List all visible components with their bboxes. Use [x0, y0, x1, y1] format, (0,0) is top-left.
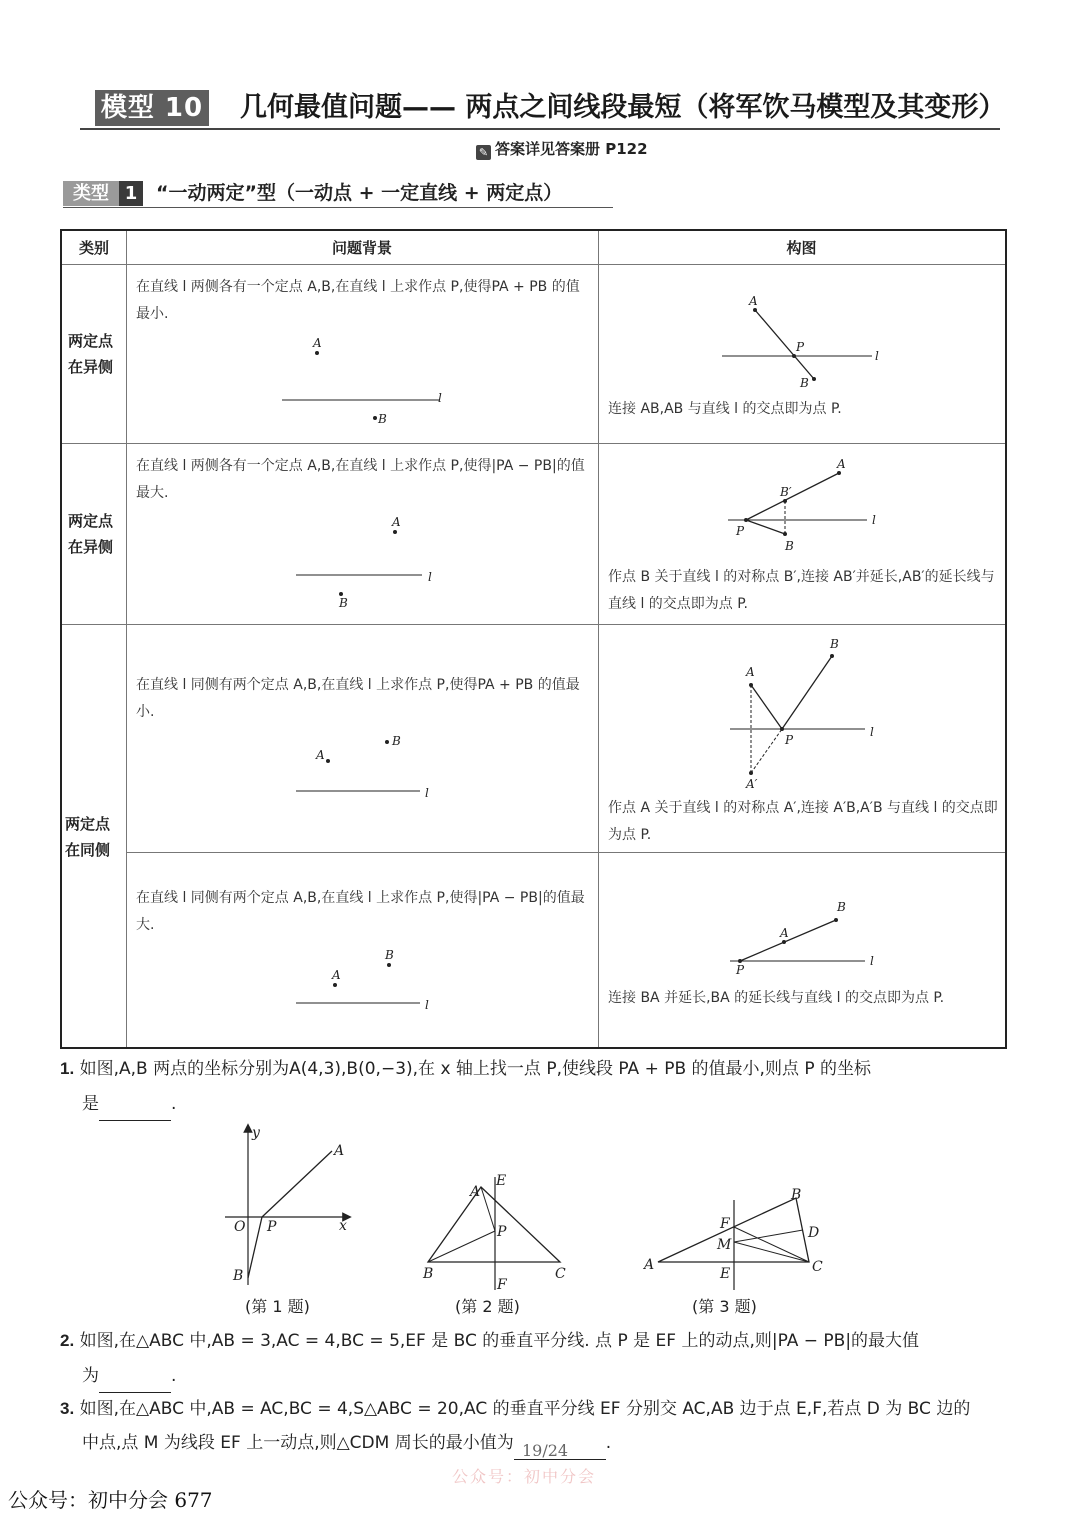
- model-badge: 模型 10: [95, 90, 209, 126]
- problem-figure-2: [282, 511, 502, 611]
- figure-1: [215, 1120, 365, 1295]
- point-p: [780, 727, 784, 731]
- label-b: B: [791, 1187, 802, 1203]
- answer-blank[interactable]: [99, 1100, 171, 1121]
- label-e: E: [496, 1173, 507, 1189]
- label-a: A: [746, 665, 755, 679]
- point-b: [373, 416, 377, 420]
- segment-ap: [751, 685, 782, 729]
- label-d: D: [808, 1225, 820, 1241]
- problem-figure-4: [282, 941, 502, 1021]
- question-1-blank-line: [82, 1087, 176, 1121]
- question-text: .: [605, 1433, 612, 1453]
- watermark-center: 公众号：初中分会: [452, 1467, 597, 1486]
- category-label: 两定点在异侧: [68, 512, 114, 556]
- label-a: A: [644, 1257, 655, 1273]
- point-b: [812, 377, 816, 381]
- label-p: P: [796, 340, 805, 354]
- label-b: B: [423, 1266, 434, 1282]
- label-a: A: [780, 926, 789, 940]
- problem-figure-1: [262, 331, 522, 441]
- label-b: B: [785, 539, 794, 553]
- point-b: [783, 532, 787, 536]
- label-b: B: [378, 412, 387, 426]
- table-divider: [62, 443, 1005, 444]
- label-p: P: [736, 963, 745, 977]
- label-p: P: [497, 1224, 507, 1240]
- question-text: .: [171, 1094, 177, 1114]
- label-p: P: [267, 1219, 277, 1235]
- segment-pa: [262, 1151, 332, 1217]
- title-rule: [80, 128, 1000, 130]
- label-a: A: [837, 457, 846, 471]
- table-header-category: 类别: [78, 239, 109, 257]
- question-text: 为: [82, 1366, 99, 1386]
- question-number: 1.: [60, 1059, 75, 1078]
- type-badge-number: 1: [119, 181, 143, 206]
- label-b: B: [392, 734, 401, 748]
- point-a: [393, 530, 397, 534]
- table-divider: [126, 231, 127, 1047]
- label-b: B: [385, 948, 394, 962]
- segment-pb: [782, 656, 832, 729]
- question-number: 3.: [60, 1399, 75, 1418]
- point-a: [837, 471, 841, 475]
- answer-blank[interactable]: [99, 1372, 171, 1393]
- label-e: E: [720, 1266, 731, 1282]
- label-b: B: [830, 637, 839, 651]
- label-l: l: [425, 786, 429, 800]
- point-a: [782, 940, 786, 944]
- question-text: 如图,在△ABC 中,AB = 3,AC = 4,BC = 5,EF 是 BC 的垂直平分线. 点 P 是 EF 上的动点,则|PA − PB|的最大值: [79, 1331, 920, 1351]
- label-l: l: [425, 998, 429, 1012]
- label-f: F: [497, 1277, 507, 1293]
- watermark-left: 公众号：初中分会 677: [8, 1488, 213, 1512]
- question-3: [60, 1392, 1010, 1426]
- question-2: [60, 1324, 1010, 1358]
- label-l: l: [428, 570, 432, 584]
- problem-background-3: 在直线 l 同侧有两个定点 A,B,在直线 l 上求作点 P,使得PA + PB 的值最小.: [136, 677, 580, 720]
- label-l: l: [875, 349, 879, 363]
- label-m: M: [717, 1237, 732, 1253]
- figure-2-caption: (第 2 题): [455, 1297, 520, 1316]
- segment-ab: [755, 310, 814, 379]
- segment-pb: [746, 520, 785, 534]
- model-title: 几何最值问题—— 两点之间线段最短（将军饮马模型及其变形）: [240, 92, 1006, 123]
- label-a: A: [316, 748, 325, 762]
- label-b: B: [339, 596, 348, 610]
- segment-pb: [428, 1231, 495, 1262]
- problem-background-2: 在直线 l 两侧各有一个定点 A,B,在直线 l 上求作点 P,使得|PA − PB|的值最大.: [136, 458, 585, 501]
- label-l: l: [870, 954, 874, 968]
- answer-reference-text: 答案详见答案册 P122: [495, 140, 648, 158]
- problem-background-4: 在直线 l 同侧有两个定点 A,B,在直线 l 上求作点 P,使得|PA − PB|的值最大.: [136, 890, 585, 933]
- point-b: [385, 740, 389, 744]
- question-2-blank-line: [82, 1359, 176, 1393]
- figure-3: [640, 1180, 830, 1295]
- question-text: 如图,在△ABC 中,AB = AC,BC = 4,S△ABC = 20,AC 的垂直平分线 EF 分别交 AC,AB 边于点 E,F,若点 D 为 BC 边的: [79, 1399, 971, 1419]
- point-b-prime: [783, 499, 787, 503]
- construction-text-2: 作点 B 关于直线 l 的对称点 B′,连接 AB′并延长,AB′的延长线与直线 l 的交点即为点 P.: [608, 569, 995, 612]
- point-a: [749, 683, 753, 687]
- construction-figure-1: [712, 291, 992, 391]
- segment-pb: [248, 1217, 262, 1278]
- label-y: y: [252, 1125, 260, 1141]
- label-a: A: [313, 336, 322, 350]
- point-a: [753, 308, 757, 312]
- point-a: [333, 983, 337, 987]
- label-l: l: [872, 513, 876, 527]
- label-o: O: [234, 1219, 246, 1235]
- table-header-background: 问题背景: [331, 239, 392, 257]
- point-a: [326, 759, 330, 763]
- problem-figure-3: [282, 726, 502, 806]
- label-p: P: [785, 733, 794, 747]
- figure-2: [415, 1165, 580, 1295]
- page-number: 19/24: [522, 1441, 569, 1460]
- point-p: [792, 354, 796, 358]
- question-number: 2.: [60, 1331, 75, 1350]
- triangle-abc: [428, 1187, 560, 1262]
- label-a-prime: A′: [746, 777, 758, 791]
- question-1: [60, 1052, 1010, 1086]
- table-divider: [126, 852, 1005, 853]
- figure-3-caption: (第 3 题): [692, 1297, 757, 1316]
- table-divider: [598, 231, 599, 1047]
- label-a: A: [332, 968, 341, 982]
- table-header-construction: 构图: [786, 239, 817, 257]
- segment-a-prime-p: [751, 729, 782, 773]
- type-badge-label: 类型: [63, 181, 119, 206]
- question-text: 是: [82, 1094, 99, 1114]
- problem-background-1: 在直线 l 两侧各有一个定点 A,B,在直线 l 上求作点 P,使得PA + PB 的值最小.: [136, 279, 580, 322]
- point-b: [830, 654, 834, 658]
- construction-text-3: 作点 A 关于直线 l 的对称点 A′,连接 A′B,A′B 与直线 l 的交点即为点 P.: [608, 800, 998, 843]
- label-a: A: [334, 1143, 345, 1159]
- construction-figure-3: [712, 636, 992, 796]
- label-b: B: [800, 376, 809, 390]
- answer-reference: [476, 139, 648, 160]
- question-text: 中点,点 M 为线段 EF 上一动点,则△CDM 周长的最小值为: [82, 1433, 514, 1453]
- label-c: C: [555, 1266, 566, 1282]
- construction-figure-2: [712, 456, 992, 566]
- label-p: P: [736, 524, 745, 538]
- label-f: F: [720, 1216, 730, 1232]
- label-x: x: [339, 1218, 347, 1234]
- label-a: A: [470, 1184, 481, 1200]
- label-c: C: [812, 1259, 823, 1275]
- type-title: “一动两定”型（一动点 + 一定直线 + 两定点）: [156, 182, 563, 204]
- segment-pa: [746, 473, 839, 520]
- category-label: 两定点在异侧: [68, 332, 114, 376]
- construction-text-1: 连接 AB,AB 与直线 l 的交点即为点 P.: [608, 401, 842, 417]
- point-b: [834, 918, 838, 922]
- label-b: B: [837, 900, 846, 914]
- point-a: [315, 351, 319, 355]
- search-icon: ✎: [476, 145, 491, 160]
- point-p: [744, 518, 748, 522]
- figure-1-caption: (第 1 题): [245, 1297, 310, 1316]
- model-table: [60, 229, 1007, 1049]
- table-divider: [62, 624, 1005, 625]
- question-text: .: [171, 1366, 177, 1386]
- label-a: A: [749, 294, 758, 308]
- label-b-prime: B′: [780, 485, 792, 499]
- type-rule: [63, 207, 613, 208]
- question-text: 如图,A,B 两点的坐标分别为A(4,3),B(0,−3),在 x 轴上找一点 P,使线段 PA + PB 的值最小,则点 P 的坐标: [79, 1059, 871, 1079]
- point-b: [387, 963, 391, 967]
- construction-figure-4: [712, 891, 992, 981]
- label-b: B: [233, 1268, 244, 1284]
- label-a: A: [392, 515, 401, 529]
- type-badge: [63, 181, 143, 206]
- category-label: 两定点在同侧: [65, 815, 111, 859]
- table-divider: [62, 264, 1005, 265]
- construction-text-4: 连接 BA 并延长,BA 的延长线与直线 l 的交点即为点 P.: [608, 990, 945, 1006]
- point-a-prime: [749, 771, 753, 775]
- label-l: l: [870, 725, 874, 739]
- label-l: l: [438, 391, 442, 405]
